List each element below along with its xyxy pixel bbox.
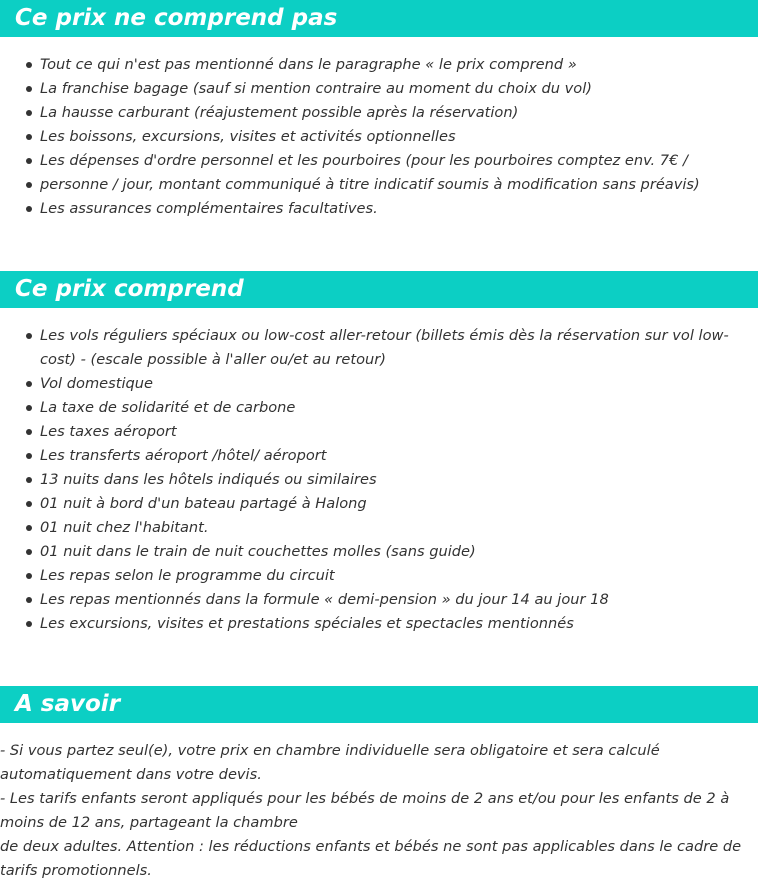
- list-item: Les transferts aéroport /hôtel/ aéroport: [0, 444, 758, 468]
- section-header-info: [0, 686, 758, 723]
- list-item: Les boissons, excursions, visites et activités optionnelles: [0, 125, 758, 149]
- list-item: 01 nuit chez l'habitant.: [0, 516, 758, 540]
- list-item: 01 nuit à bord d'un bateau partagé à Halong: [0, 492, 758, 516]
- list-item: La franchise bagage (sauf si mention contraire au moment du choix du vol): [0, 77, 758, 101]
- section-title-info: A savoir: [15, 691, 121, 717]
- list-item: Les vols réguliers spéciaux ou low-cost aller-retour (billets émis dès la réservation sur vol low-cost) - (escale possible à l'aller ou/et au retour): [0, 324, 758, 372]
- section-title-excluded: Ce prix ne comprend pas: [15, 5, 338, 31]
- list-item: Les repas selon le programme du circuit: [0, 564, 758, 588]
- section-header-excluded: [0, 0, 758, 37]
- excluded-list: [0, 53, 758, 221]
- included-list: [0, 324, 758, 636]
- list-item: Les excursions, visites et prestations spéciales et spectacles mentionnés: [0, 612, 758, 636]
- info-paragraph-single-room: - Si vous partez seul(e), votre prix en chambre individuelle sera obligatoire et sera calculé automatiquement dans votre devis.: [0, 742, 660, 783]
- info-paragraph-children-rates: - Les tarifs enfants seront appliqués pour les bébés de moins de 2 ans et/ou pour les enfants de 2 à moins de 12 ans, partageant la chambre: [0, 790, 730, 831]
- list-item: Les taxes aéroport: [0, 420, 758, 444]
- list-item: La taxe de solidarité et de carbone: [0, 396, 758, 420]
- section-header-included: [0, 271, 758, 308]
- list-item: Tout ce qui n'est pas mentionné dans le paragraphe « le prix comprend »: [0, 53, 758, 77]
- info-paragraph-reductions: de deux adultes. Attention : les réductions enfants et bébés ne sont pas applicables dans le cadre de tarifs promotionnels.: [0, 838, 742, 879]
- list-item: 01 nuit dans le train de nuit couchettes molles (sans guide): [0, 540, 758, 564]
- list-item: Les assurances complémentaires facultatives.: [0, 197, 758, 221]
- list-item: Les dépenses d'ordre personnel et les pourboires (pour les pourboires comptez env. 7€ /: [0, 149, 758, 173]
- list-item: La hausse carburant (réajustement possible après la réservation): [0, 101, 758, 125]
- list-item: personne / jour, montant communiqué à titre indicatif soumis à modification sans préavis): [0, 173, 758, 197]
- list-item: Vol domestique: [0, 372, 758, 396]
- section-title-included: Ce prix comprend: [15, 276, 244, 302]
- list-item: Les repas mentionnés dans la formule « demi-pension » du jour 14 au jour 18: [0, 588, 758, 612]
- list-item: 13 nuits dans les hôtels indiqués ou similaires: [0, 468, 758, 492]
- info-body: [0, 739, 758, 883]
